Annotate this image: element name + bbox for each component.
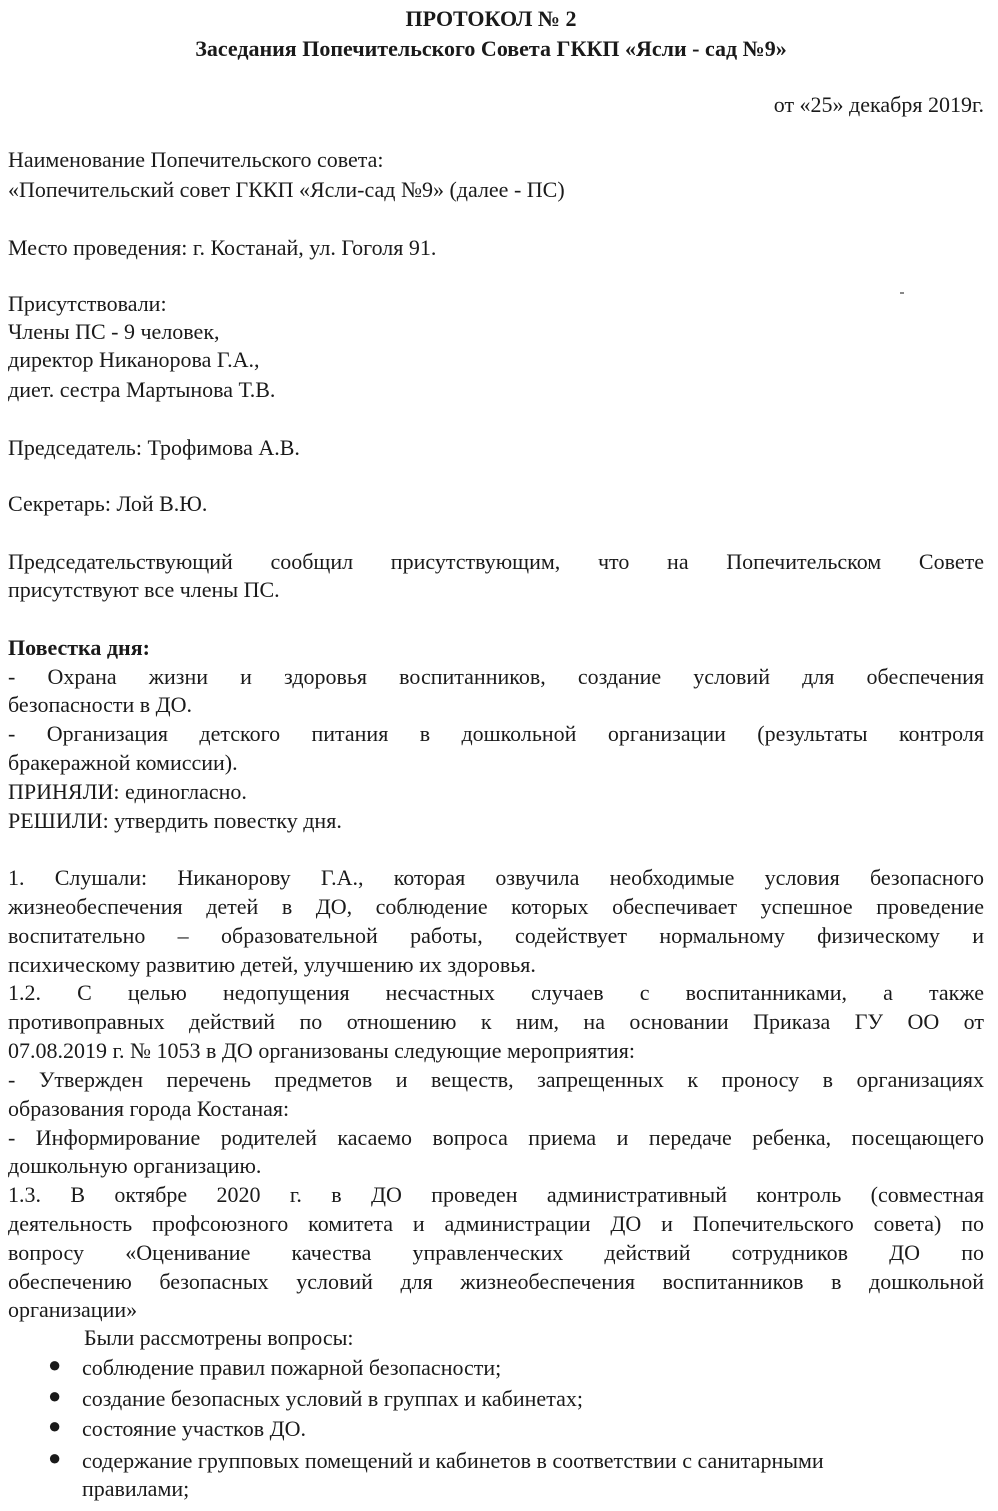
quorum-line-2: присутствуют все члены ПС. — [8, 577, 280, 602]
section-1-line-4: психическому развитию детей, улучшению их здоровья. — [8, 952, 536, 977]
agenda-item-2-cont: бракеражной комиссии). — [8, 750, 238, 775]
agenda-item-2: - Организация детского питания в дошкольной организации (результаты контроля — [8, 721, 984, 746]
list-item-continuation: правилами; — [82, 1476, 190, 1501]
section-1-2-line-6: - Информирование родителей касаемо вопроса приема и передаче ребенка, посещающего — [8, 1125, 984, 1150]
agenda-item-1-cont: безопасности в ДО. — [8, 692, 193, 717]
list-item: состояние участков ДО. — [82, 1416, 306, 1441]
section-1-2-line-5: образования города Костаная: — [8, 1096, 290, 1121]
section-1-3-line-1: 1.3. В октябре 2020 г. в ДО проведен административный контроль (совместная — [8, 1182, 984, 1207]
attendance-label: Присутствовали: — [8, 291, 167, 316]
bullet-icon: ● — [48, 1383, 62, 1408]
document-title: ПРОТОКОЛ № 2 — [405, 6, 577, 31]
bullet-icon: ● — [48, 1445, 62, 1470]
section-1-3-line-4: обеспечению безопасных условий для жизнеобеспечения воспитанников в дошкольной — [8, 1269, 984, 1294]
considered-label: Были рассмотрены вопросы: — [84, 1325, 354, 1350]
bullet-icon: ● — [48, 1413, 62, 1438]
attendance-director: директор Никанорова Г.А., — [8, 347, 260, 372]
agenda-accepted: ПРИНЯЛИ: единогласно. — [8, 779, 247, 804]
chairman: Председатель: Трофимова А.В. — [8, 435, 300, 460]
section-1-2-line-4: - Утвержден перечень предметов и веществ, запрещенных к проносу в организациях — [8, 1067, 984, 1092]
secretary: Секретарь: Лой В.Ю. — [8, 491, 208, 516]
section-1-line-1: 1. Слушали: Никанорову Г.А., которая озвучила необходимые условия безопасного — [8, 865, 984, 890]
agenda-item-1: - Охрана жизни и здоровья воспитанников, создание условий для обеспечения — [8, 664, 984, 689]
list-item: создание безопасных условий в группах и кабинетах; — [82, 1386, 583, 1411]
quorum-line-1: Председательствующий сообщил присутствующим, что на Попечительском Совете — [8, 549, 984, 574]
section-1-3-line-2: деятельность профсоюзного комитета и администрации ДО и Попечительского совета) по — [8, 1211, 984, 1236]
section-1-2-line-3: 07.08.2019 г. № 1053 в ДО организованы следующие мероприятия: — [8, 1038, 635, 1063]
section-1-3-line-5: организации» — [8, 1297, 138, 1322]
council-label: Наименование Попечительского совета: — [8, 147, 384, 172]
section-1-line-2: жизнеобеспечения детей в ДО, соблюдение которых обеспечивает успешное проведение — [8, 894, 984, 919]
attendance-members: Члены ПС - 9 человек, — [8, 319, 220, 344]
agenda-decided: РЕШИЛИ: утвердить повестку дня. — [8, 808, 342, 833]
venue: Место проведения: г. Костанай, ул. Гоголя 91. — [8, 235, 437, 260]
section-1-line-3: воспитательно – образовательной работы, содействует нормальному физическому и — [8, 923, 984, 948]
council-name: «Попечительский совет ГККП «Ясли-сад №9» (далее - ПС) — [8, 177, 565, 202]
agenda-heading: Повестка дня: — [8, 635, 150, 660]
list-item: содержание групповых помещений и кабинетов в соответствии с санитарными — [82, 1448, 824, 1473]
document-subtitle: Заседания Попечительского Совета ГККП «Ясли - сад №9» — [195, 36, 787, 61]
section-1-2-line-1: 1.2. С целью недопущения несчастных случаев с воспитанниками, а также — [8, 980, 984, 1005]
document-date: от «25» декабря 2019г. — [773, 92, 984, 117]
section-1-3-line-3: вопросу «Оценивание качества управленческих действий сотрудников ДО по — [8, 1240, 984, 1265]
bullet-icon: ● — [48, 1352, 62, 1377]
section-1-2-line-2: противоправных действий по отношению к ним, на основании Приказа ГУ ОО от — [8, 1009, 984, 1034]
section-1-2-line-7: дошкольную организацию. — [8, 1153, 262, 1178]
attendance-nurse: диет. сестра Мартынова Т.В. — [8, 377, 276, 402]
scan-speck — [900, 292, 904, 294]
list-item: соблюдение правил пожарной безопасности; — [82, 1355, 502, 1380]
